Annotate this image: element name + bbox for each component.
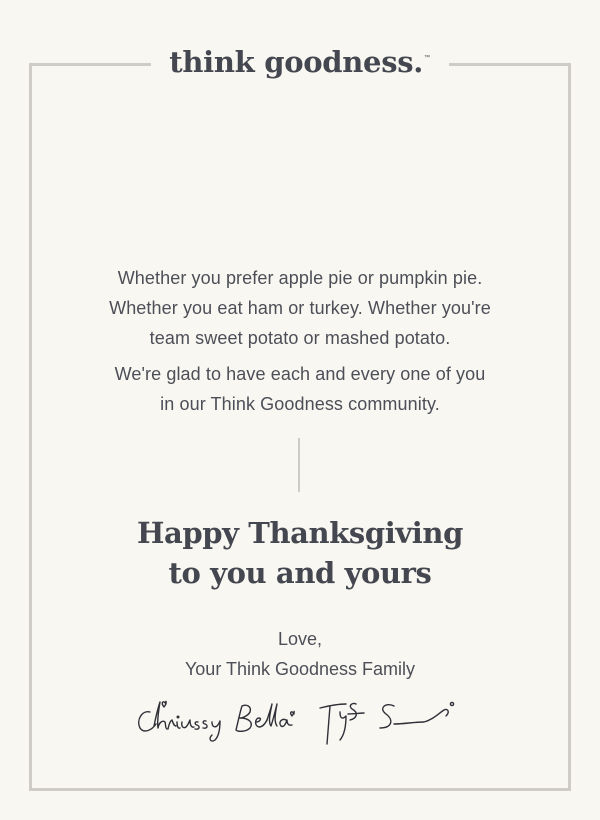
greeting-headline xyxy=(0,513,600,593)
message-line: Whether you eat ham or turkey. Whether you're xyxy=(109,298,491,318)
message-line: Whether you prefer apple pie or pumpkin pie. xyxy=(117,268,483,288)
signoff-from: Your Think Goodness Family xyxy=(184,659,416,679)
headline-line-2: to you and yours xyxy=(168,556,432,590)
message-paragraph-1 xyxy=(0,263,600,353)
message-paragraph-2 xyxy=(0,359,600,419)
brand-logo xyxy=(151,40,449,93)
signature-tyler xyxy=(320,703,364,744)
signature-sam xyxy=(380,702,454,728)
vertical-divider xyxy=(298,438,300,492)
trademark-symbol: ™ xyxy=(424,55,430,61)
message-line: in our Think Goodness community. xyxy=(160,394,440,414)
handwritten-signatures xyxy=(132,690,472,752)
signature-chrissy xyxy=(139,701,220,741)
signoff xyxy=(0,624,600,684)
headline-line-1: Happy Thanksgiving xyxy=(137,516,463,550)
signature-bella xyxy=(236,704,294,731)
header xyxy=(0,40,600,93)
signoff-salutation: Love, xyxy=(277,629,323,649)
message-body xyxy=(0,263,600,425)
message-line: We're glad to have each and every one of you xyxy=(114,364,486,384)
brand-name: think goodness. xyxy=(169,45,424,79)
message-line: team sweet potato or mashed potato. xyxy=(149,328,451,348)
